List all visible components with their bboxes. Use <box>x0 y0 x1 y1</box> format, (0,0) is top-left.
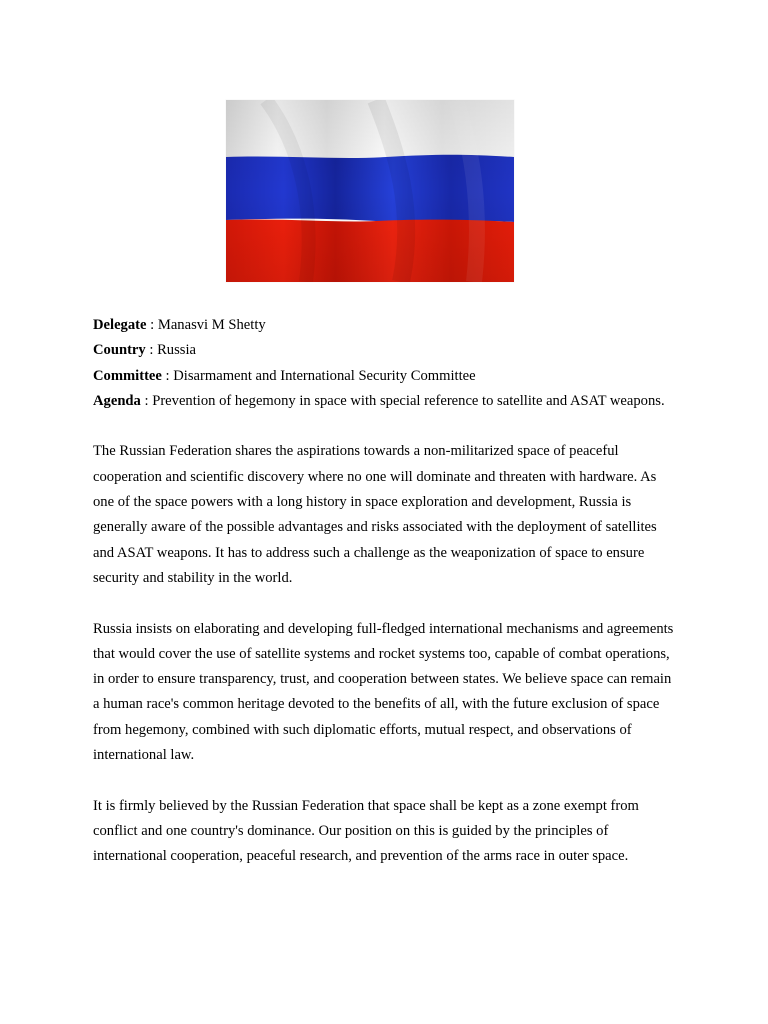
delegate-separator: : <box>146 317 158 333</box>
delegate-value: Manasvi M Shetty <box>157 317 266 333</box>
country-label: Country <box>93 342 146 359</box>
committee-label: Committee <box>93 367 162 384</box>
paragraph-2: Russia insists on elaborating and developing full-fledged international mechanisms and agreements that would cover the use of satellite systems and rocket systems too, capable of combat operations, in order to ensure transparency, trust, and cooperation between states. We believe space can remain a human race's common heritage devoted to the benefits of all, with the future exclusion of space from hegemony, combined with such diplomatic efforts, mutual respect, and observations of international law. <box>93 620 674 764</box>
russian-flag-image <box>226 100 514 282</box>
agenda-field <box>93 389 678 414</box>
committee-field <box>93 364 678 389</box>
committee-value: Disarmament and International Security Committee <box>173 367 476 384</box>
agenda-value: Prevention of hegemony in space with special reference to satellite and ASAT weapons. <box>152 392 665 409</box>
country-separator: : <box>145 342 158 359</box>
delegate-field <box>93 313 678 338</box>
paragraph-3: It is firmly believed by the Russian Federation that space shall be kept as a zone exempt from conflict and one country's dominance. Our position on this is guided by the principles of international cooperation, peaceful research, and prevention of the arms race in outer space. <box>93 797 639 865</box>
committee-separator: : <box>161 367 174 384</box>
country-value: Russia <box>157 342 196 359</box>
paragraph-1: The Russian Federation shares the aspirations towards a non-militarized space of peaceful cooperation and scientific discovery where no one will dominate and threaten with hardware. As one of the space powers with a long history in space exploration and development, Russia is generally aware of the possible advantages and risks associated with the deployment of satellites and ASAT weapons. It has to address such a challenge as the weaponization of space to ensure security and stability in the world. <box>93 443 657 586</box>
delegate-info-block <box>93 313 678 414</box>
delegate-label: Delegate <box>93 317 147 333</box>
country-field <box>93 338 678 363</box>
position-paper-body <box>93 313 678 870</box>
agenda-separator: : <box>140 392 153 409</box>
agenda-label: Agenda <box>93 392 141 409</box>
